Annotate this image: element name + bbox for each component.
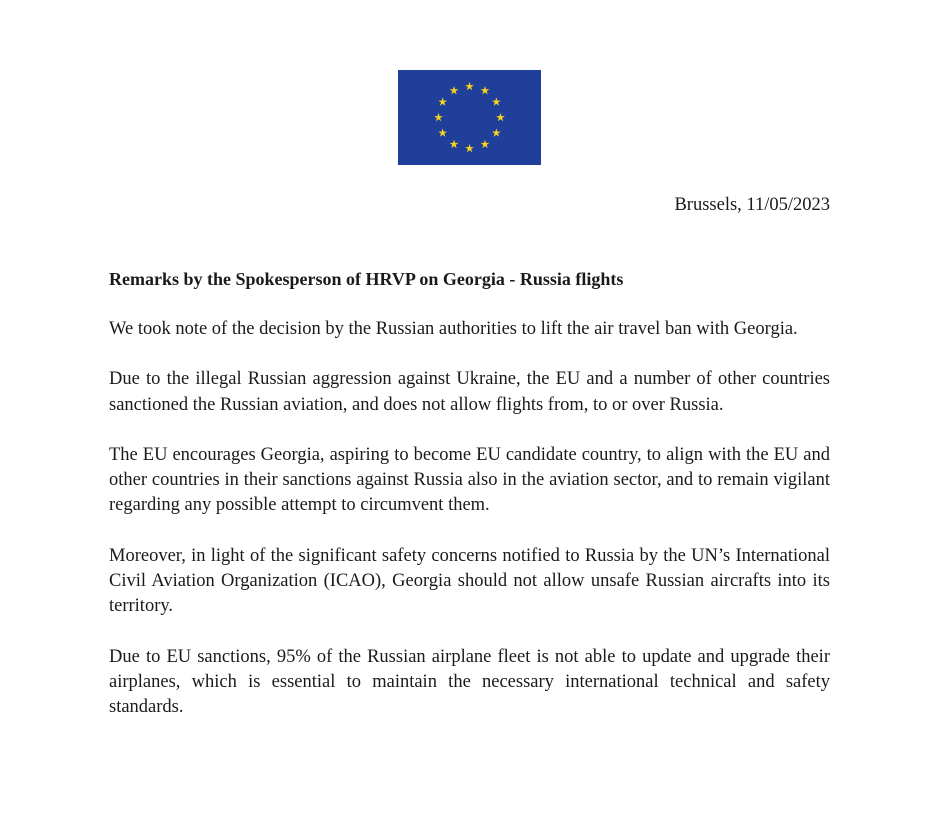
statement-title: Remarks by the Spokesperson of HRVP on Georgia - Russia flights [109, 269, 624, 289]
paragraph-5: Due to EU sanctions, 95% of the Russian airplane fleet is not able to update and upgrade their airplanes, which is essential to maintain the necessary international technical and safety standards. [109, 646, 830, 718]
paragraph-2: Due to the illegal Russian aggression against Ukraine, the EU and a number of other countries sanctioned the Russian aviation, and does not allow flights from, to or over Russia. [109, 369, 830, 415]
paragraph-1: We took note of the decision by the Russian authorities to lift the air travel ban with Georgia. [109, 319, 798, 339]
paragraph-4: Moreover, in light of the significant safety concerns notified to Russia by the UN’s International Civil Aviation Organization (ICAO), Georgia should not allow unsafe Russian aircrafts into its territory. [109, 545, 830, 617]
eu-flag-icon [398, 70, 541, 165]
statement-body [109, 267, 830, 746]
dateline: Brussels, 11/05/2023 [674, 195, 830, 215]
paragraph-3: The EU encourages Georgia, aspiring to become EU candidate country, to align with the EU and other countries in their sanctions against Russia also in the aviation sector, and to remain vigilant regarding any possible attempt to circumvent them. [109, 444, 830, 516]
